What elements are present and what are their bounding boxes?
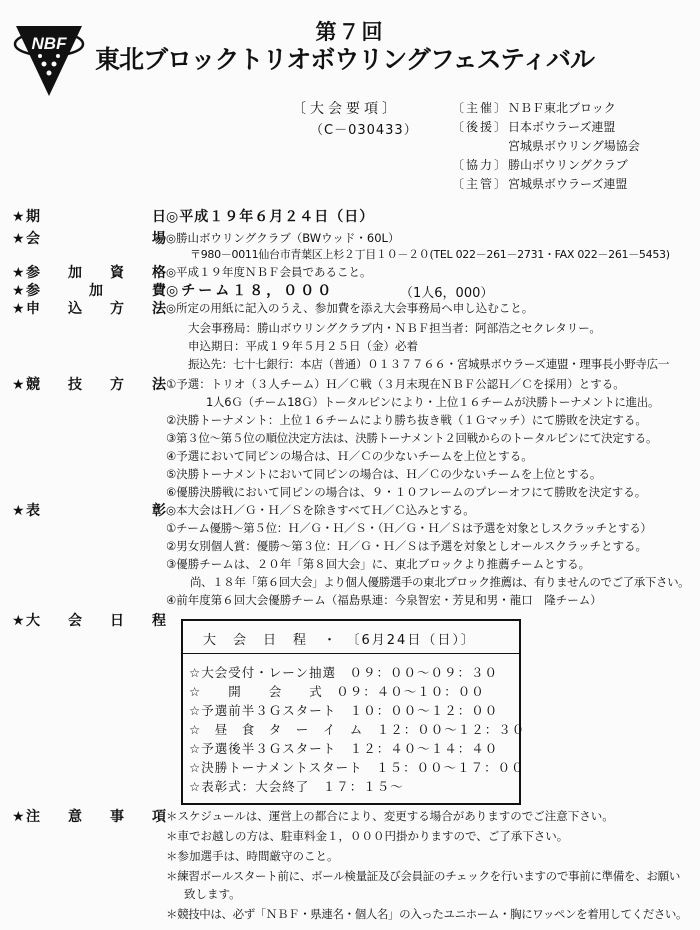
section-application-label: ★申込方法 bbox=[12, 301, 166, 317]
application-line: 大会事務局：勝山ボウリングクラブ内・ＮＢＦ担当者：阿部浩之セクレタリー。 bbox=[188, 321, 601, 335]
organizer-row: 宮城県ボウリング場協会 bbox=[508, 139, 640, 153]
schedule-divider bbox=[183, 653, 519, 654]
award-line: ④前年度第６回大会優勝チーム（福島県連：今泉智宏・芳見和男・龍口 隆チーム） bbox=[166, 593, 602, 607]
award-line: ◎本大会はＨ／Ｇ・Ｈ／Ｓを除きすべてＨ／Ｃ込みとする。 bbox=[166, 503, 475, 517]
award-line: ③優勝チームは、２０年「第８回大会」に、東北ブロックより推薦チームとする。 bbox=[166, 557, 591, 571]
organizer-row: 〔主管〕宮城県ボウラーズ連盟 bbox=[452, 177, 628, 191]
note-line: ＊競技中は、必ず「ＮＢＦ・県連名・個人名」の入ったユニホーム・胸にワッペンを着用してください。 bbox=[166, 907, 688, 921]
section-schedule-label: ★大会日程 bbox=[12, 613, 166, 629]
event-title: 東北ブロックトリオボウリングフェスティバル bbox=[95, 45, 595, 74]
section-competition-label: ★競技方法 bbox=[12, 377, 166, 393]
schedule-row: ☆ 昼 食 タ ー イ ム １２：００～１２：３０ bbox=[189, 722, 526, 737]
note-line: ＊参加選手は、時間厳守のこと。 bbox=[166, 849, 339, 863]
qualification-text: ◎平成１９年度ＮＢＦ会員であること。 bbox=[166, 265, 372, 279]
competition-line: ④予選において同ピンの場合は、Ｈ／Ｃの少ないチームを上位とする。 bbox=[166, 449, 533, 463]
competition-line: ①予選：トリオ（３人チーム）Ｈ／Ｃ戦（３月末現在ＮＢＦ公認Ｈ／Ｃを採用）とする。 bbox=[166, 377, 625, 391]
schedule-box bbox=[181, 619, 526, 805]
organizer-row: 〔協力〕勝山ボウリングクラブ bbox=[452, 158, 628, 172]
fee-individual: （1人6，000） bbox=[400, 286, 494, 301]
application-line: 申込期日：平成１９年５月２５日（金）必着 bbox=[188, 339, 418, 353]
organizer-row: 〔後援〕日本ボウラーズ連盟 bbox=[452, 120, 616, 134]
competition-line: 1人6Ｇ（チーム18Ｇ）トータルピンにより・上位１６チームが決勝トーナメントに進出。 bbox=[206, 395, 660, 409]
section-date-label: ★期日 bbox=[12, 209, 166, 225]
note-line: ＊車でお越しの方は、駐車料金１，０００円掛かりますので、ご了承下さい。 bbox=[166, 829, 569, 843]
section-award-label: ★表彰 bbox=[12, 503, 166, 519]
edition-title: 第７回 bbox=[315, 20, 385, 44]
application-line: 振込先：七十七銀行：本店（普通）０１３７７６６・宮城県ボウラーズ連盟・理事長小野寺広一 bbox=[188, 357, 670, 371]
schedule-row: ☆大会受付・レーン抽選 ０９：００～０９：３０ bbox=[189, 665, 498, 680]
svg-text:NBF: NBF bbox=[31, 34, 67, 53]
schedule-row: ☆ 開 会 式 ０９：４０～１０：００ bbox=[189, 684, 485, 699]
schedule-row: ☆予選後半３Ｇスタート １２：４０～１４：４０ bbox=[189, 741, 499, 756]
summary-heading: 〔大会要項〕 bbox=[292, 101, 400, 117]
fee-team: ◎チーム１８，０００ bbox=[166, 283, 335, 299]
venue-address: 〒980－0011仙台市青葉区上杉２丁目１０－２０(TEL 022－261－2731・FAX 022－261－5453) bbox=[190, 248, 670, 261]
sanction-code: （C－030433） bbox=[310, 123, 418, 138]
award-line: ①チーム優勝～第５位：Ｈ／Ｇ・Ｈ／Ｓ・（Ｈ／Ｇ・Ｈ／Ｓは予選を対象としスクラッチとする） bbox=[166, 521, 652, 535]
application-line: ◎所定の用紙に記入のうえ、参加費を添え大会事務局へ申し込むこと。 bbox=[166, 301, 534, 315]
competition-line: ⑥優勝決勝戦において同ピンの場合は、９・１０フレームのプレーオフにて勝敗を決定する。 bbox=[166, 485, 647, 499]
venue-name: ◎勝山ボウリングクラブ（BWウッド・60L） bbox=[166, 231, 400, 245]
section-venue-label: ★会場 bbox=[12, 231, 166, 247]
schedule-row: ☆決勝トーナメントスタート １５：００～１７：００ bbox=[189, 760, 525, 775]
section-qualification-label: ★参加資格 bbox=[12, 265, 166, 281]
schedule-row: ☆表彰式：大会終了 １７：１５～ bbox=[189, 779, 404, 794]
schedule-row: ☆予選前半３Ｇスタート １０：００～１２：００ bbox=[189, 703, 499, 718]
competition-line: ⑤決勝トーナメントにおいて同ピンの場合は、Ｈ／Ｃの少ないチームを上位とする。 bbox=[166, 467, 602, 481]
section-notes-label: ★注意事項 bbox=[12, 809, 166, 825]
note-line: 致します。 bbox=[184, 887, 241, 901]
note-line: ＊スケジュールは、運営上の都合により、変更する場合がありますのでご注意下さい。 bbox=[166, 809, 614, 823]
award-line: ②男女別個人賞：優勝～第３位：Ｈ／Ｇ・Ｈ／Ｓは予選を対象としオールスクラッチとする。 bbox=[166, 539, 647, 553]
organizer-row: 〔主催〕ＮＢＦ東北ブロック bbox=[452, 101, 616, 115]
schedule-header: 大 会 日 程 ・ 〔6月24日（日）〕 bbox=[203, 633, 476, 648]
note-line: ＊練習ボールスタート前に、ボール検量証及び会員証のチェックを行いますので事前に準備を、お願い bbox=[166, 869, 681, 883]
award-line: 尚、１８年「第６回大会」より個人優勝選手の東北ブロック推薦は、有りませんのでご了承下さい。 bbox=[190, 575, 690, 589]
competition-line: ③第３位～第５位の順位決定方法は、決勝トーナメント２回戦からのトータルピンにて決定する。 bbox=[166, 431, 658, 445]
section-fee-label: ★参加費 bbox=[12, 283, 166, 299]
event-date: ◎平成１９年６月２４日（日） bbox=[166, 209, 375, 225]
competition-line: ②決勝トーナメント：上位１６チームにより勝ち抜き戦（１Ｇマッチ）にて勝敗を決定する。 bbox=[166, 413, 647, 427]
